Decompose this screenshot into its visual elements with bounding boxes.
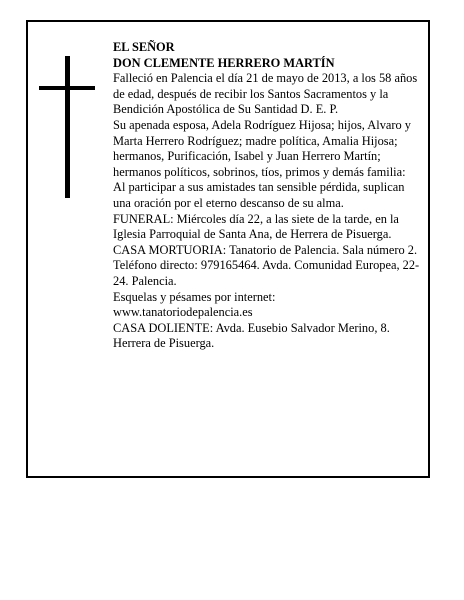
notice-website-link[interactable]: www.tanatoriodepalencia.es: [113, 305, 253, 320]
notice-internet-label: Esquelas y pésames por internet:: [113, 289, 276, 304]
obituary-notice: [26, 20, 430, 478]
notice-prayer-paragraph: Al participar a sus amistades tan sensible pérdida, suplican una oración por el eterno descanso de su alma.: [113, 180, 405, 210]
notice-deceased-name: DON CLEMENTE HERRERO MARTÍN: [113, 55, 335, 70]
notice-family-home-paragraph: CASA DOLIENTE: Avda. Eusebio Salvador Merino, 8. Herrera de Pisuerga.: [113, 320, 390, 351]
cross-horizontal-bar: [39, 86, 95, 90]
notice-death-paragraph: Falleció en Palencia el día 21 de mayo de 2013, a los 58 años de edad, después de recibir los Santos Sacramentos y la Bendición Apostólica de Su Santidad D. E. P.: [113, 71, 418, 117]
cross-icon: [39, 56, 95, 198]
notice-heading-title: EL SEÑOR: [113, 40, 175, 54]
notice-text: [113, 40, 425, 352]
notice-funeral-paragraph: FUNERAL: Miércoles día 22, a las siete de la tarde, en la Iglesia Parroquial de Santa Ana, de Herrera de Pisuerga.: [113, 211, 399, 242]
notice-family-paragraph: Su apenada esposa, Adela Rodríguez Hijosa; hijos, Alvaro y Marta Herrero Rodríguez; madre política, Amalia Hijosa; hermanos, Purificación, Isabel y Juan Herrero Martín; hermanos políticos, sobrinos, tíos, primos y demás familia:: [113, 117, 412, 179]
notice-mortuary-paragraph: CASA MORTUORIA: Tanatorio de Palencia. Sala número 2. Teléfono directo: 979165464. Avda. Comunidad Europea, 22-24. Palencia.: [113, 242, 420, 288]
cross-vertical-bar: [65, 56, 70, 198]
